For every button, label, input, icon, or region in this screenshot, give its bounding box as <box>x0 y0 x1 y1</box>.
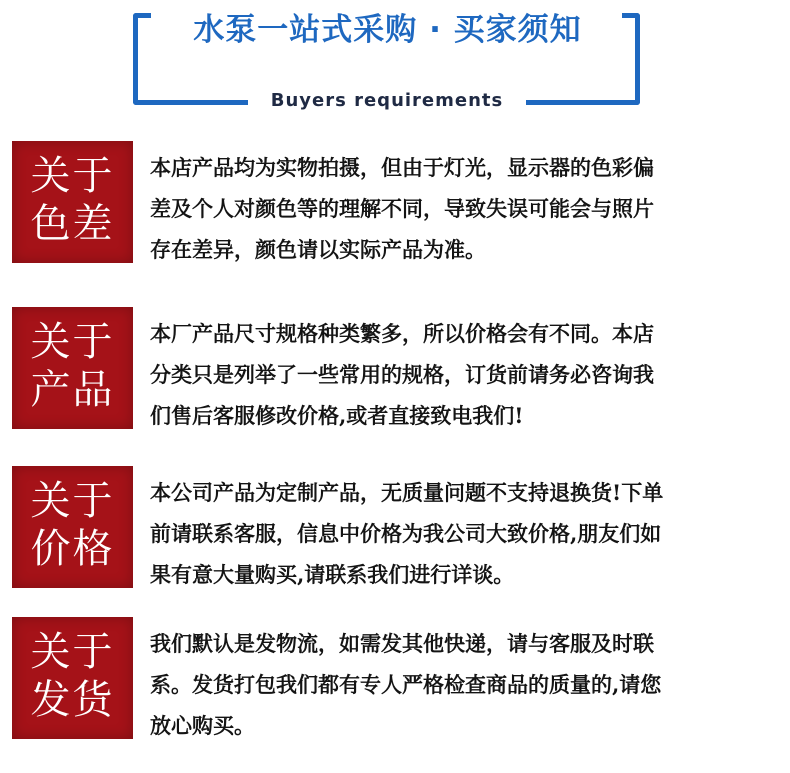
section-product <box>12 307 782 429</box>
text-line: 我们默认是发物流，如需发其他快递，请与客服及时联 <box>150 631 654 656</box>
page-subtitle: Buyers requirements <box>270 90 504 111</box>
frame-left-edge <box>133 13 138 105</box>
badge-label-bottom: 产品 <box>30 367 115 413</box>
badge-label-bottom: 价格 <box>30 526 115 572</box>
section-text <box>150 147 770 270</box>
header <box>0 0 790 120</box>
frame-right-edge <box>635 13 640 105</box>
section-text <box>150 623 770 746</box>
section-badge <box>12 466 133 588</box>
section-text <box>150 313 770 436</box>
text-line: 本公司产品为定制产品，无质量问题不支持退换货!下单 <box>150 480 664 505</box>
text-line: 本店产品均为实物拍摄，但由于灯光，显示器的色彩偏 <box>150 155 654 180</box>
text-line: 存在差异，颜色请以实际产品为准。 <box>150 237 486 262</box>
badge-label-top: 关于 <box>30 478 115 524</box>
page-title: 水泵一站式采购 · 买家须知 <box>193 12 582 48</box>
section-price <box>12 466 782 588</box>
frame-bottom-right-edge <box>526 100 640 105</box>
badge-label-top: 关于 <box>30 319 115 365</box>
text-line: 系。发货打包我们都有专人严格检查商品的质量的,请您 <box>150 672 662 697</box>
badge-label-bottom: 发货 <box>30 677 115 723</box>
section-badge <box>12 141 133 263</box>
frame-bottom-left-edge <box>133 100 248 105</box>
text-line: 前请联系客服，信息中价格为我公司大致价格,朋友们如 <box>150 521 662 546</box>
badge-label-top: 关于 <box>30 153 115 199</box>
section-badge <box>12 307 133 429</box>
section-shipping <box>12 617 782 739</box>
badge-label-top: 关于 <box>30 629 115 675</box>
section-color-difference <box>12 141 782 263</box>
section-text <box>150 472 770 595</box>
text-line: 分类只是列举了一些常用的规格，订货前请务必咨询我 <box>150 362 654 387</box>
badge-label-bottom: 色差 <box>30 201 115 247</box>
text-line: 差及个人对颜色等的理解不同，导致失误可能会与照片 <box>150 196 654 221</box>
text-line: 果有意大量购买,请联系我们进行详谈。 <box>150 562 515 587</box>
section-badge <box>12 617 133 739</box>
text-line: 放心购买。 <box>150 713 255 738</box>
text-line: 们售后客服修改价格,或者直接致电我们! <box>150 403 524 428</box>
text-line: 本厂产品尺寸规格种类繁多，所以价格会有不同。本店 <box>150 321 654 346</box>
